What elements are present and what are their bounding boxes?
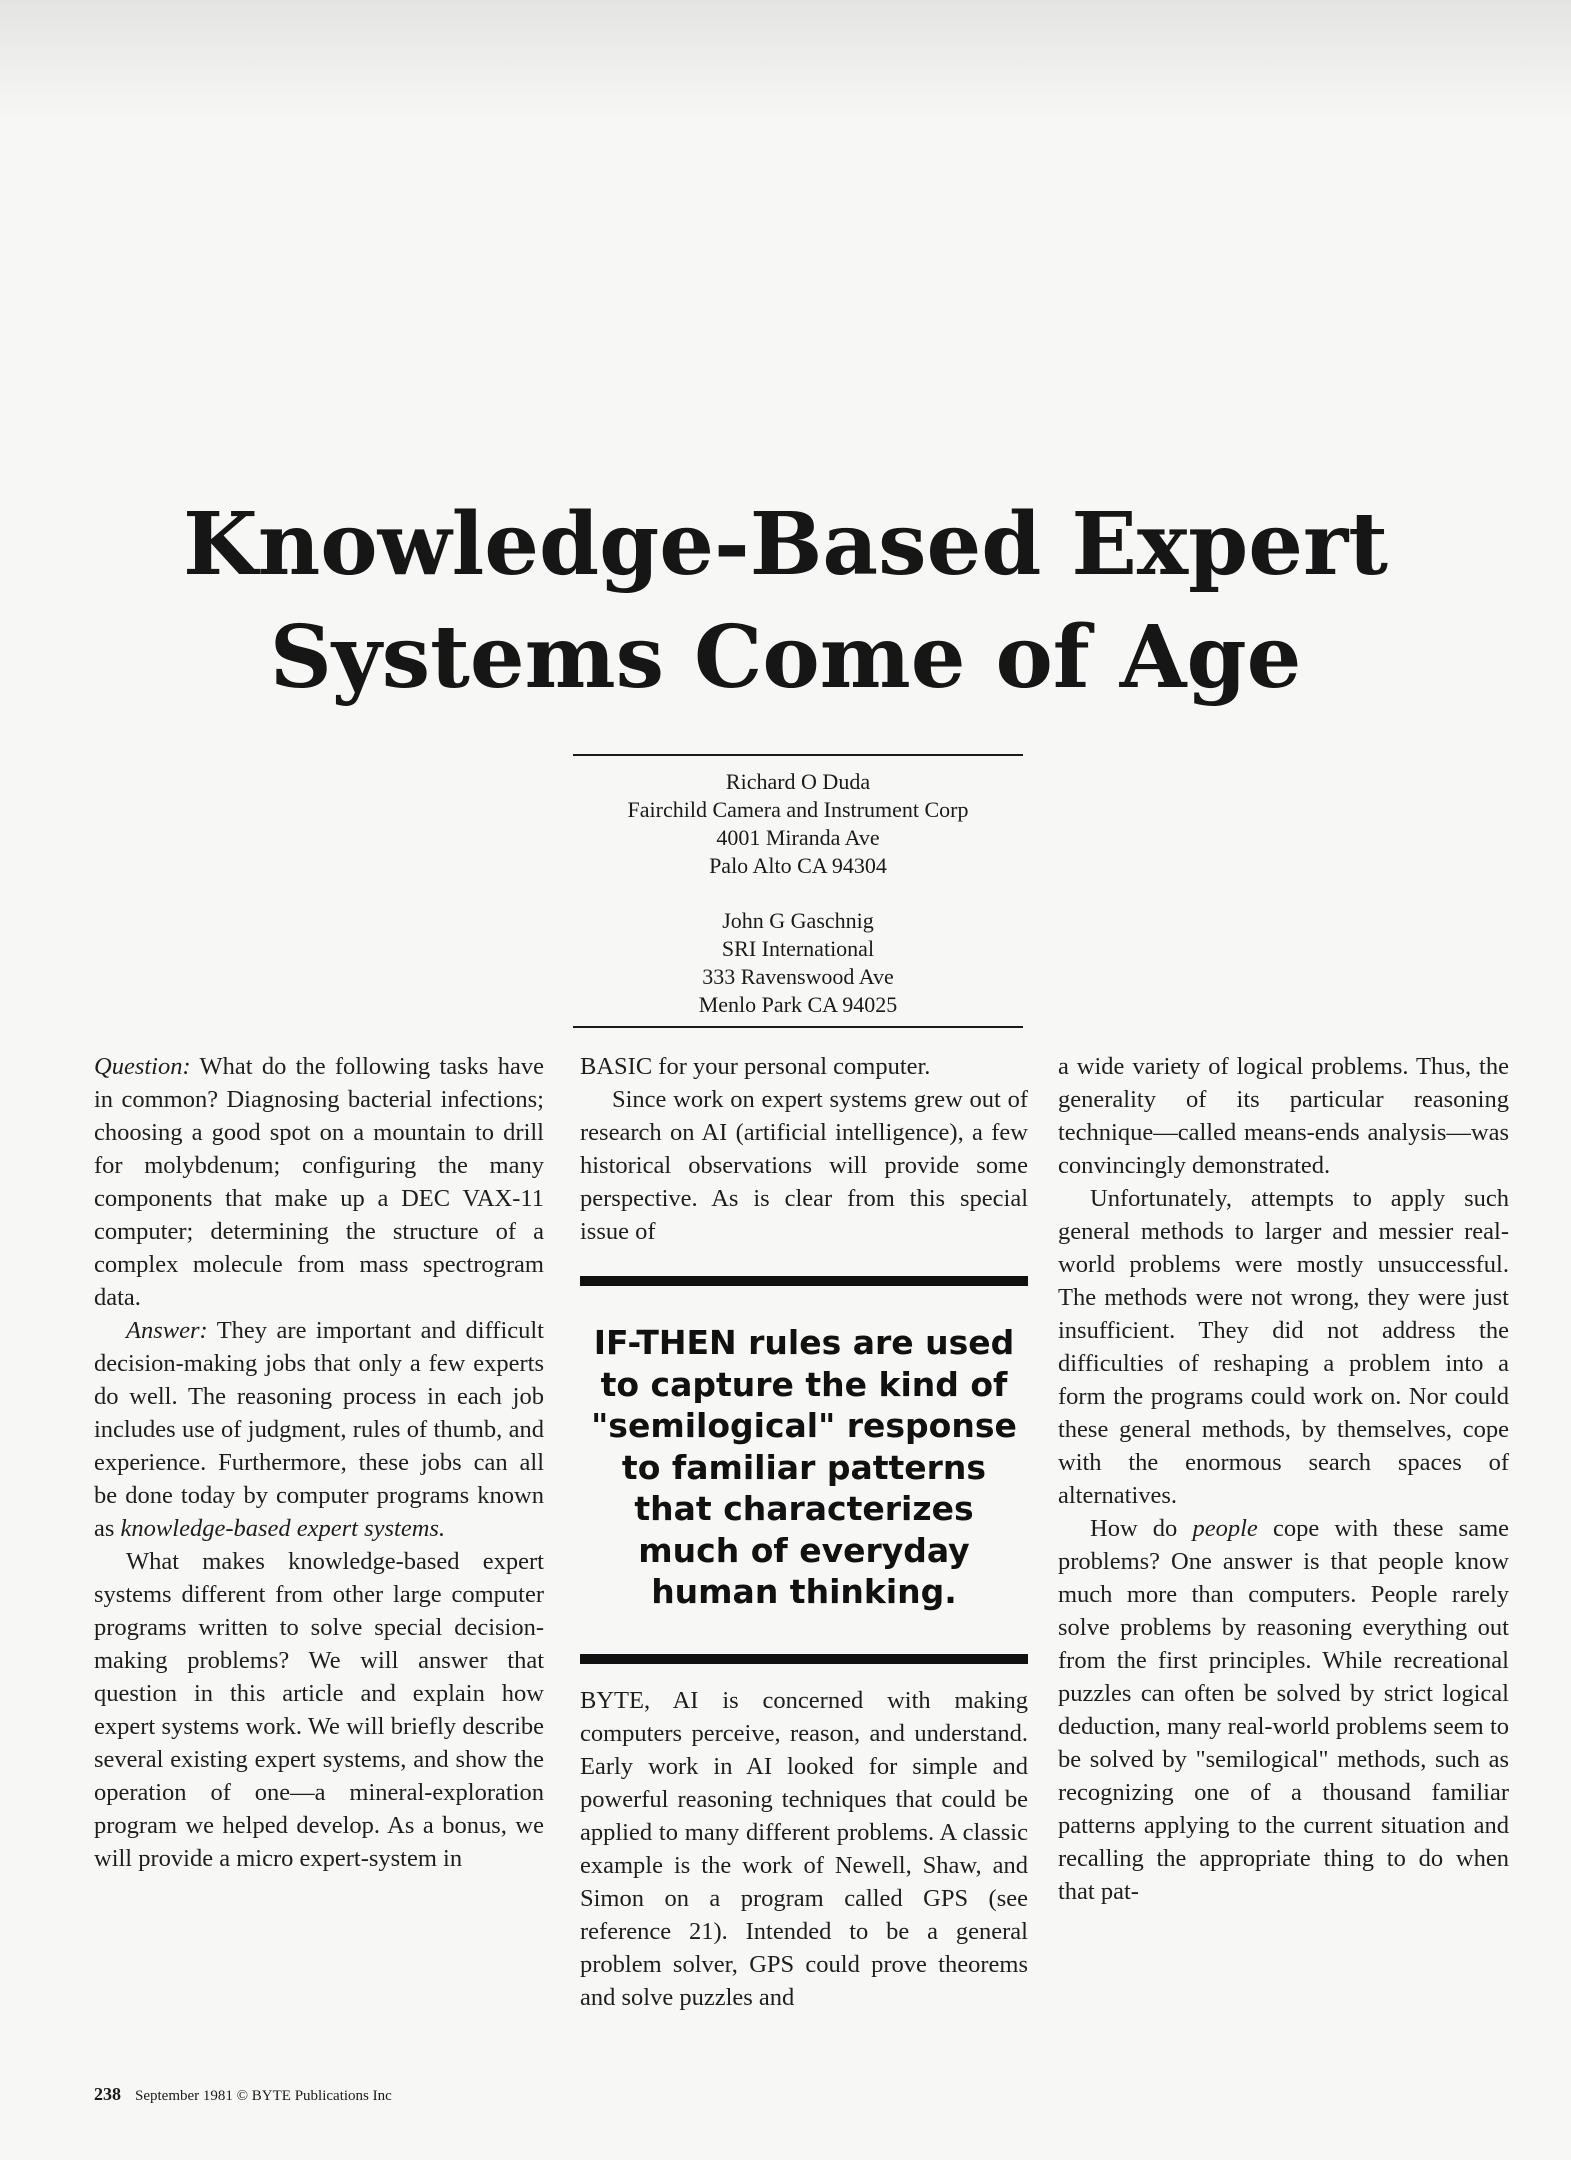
- author-2: [573, 907, 1023, 1019]
- answer-emphasis: knowledge-based expert systems.: [120, 1515, 446, 1542]
- paragraph: [94, 1050, 544, 1314]
- pull-quote-text: [580, 1322, 1028, 1613]
- page-number: 238: [94, 2084, 121, 2104]
- footer-credit: September 1981 © BYTE Publications Inc: [135, 2088, 392, 2104]
- scan-shadow: [0, 0, 1571, 120]
- author-org: Fairchild Camera and Instrument Corp: [627, 797, 969, 822]
- pull-quote-line: much of everyday: [638, 1530, 970, 1570]
- pull-quote-bar-bottom: [580, 1654, 1028, 1664]
- paragraph: BASIC for your personal computer.: [580, 1053, 931, 1080]
- title-line-1: Knowledge-Based Expert: [182, 494, 1389, 595]
- paragraph: What makes knowledge-based expert systems different from other large computer programs written to solve special decision-making problems? We will answer that question in this article and explain how expert systems work. We will briefly describe several existing expert systems, and show the operation of one—a mineral-exploration program we helped develop. As a bonus, we will provide a micro expert-system in: [94, 1548, 544, 1872]
- page-footer: [94, 2084, 392, 2105]
- title-line-2: Systems Come of Age: [269, 607, 1302, 708]
- answer-label: Answer:: [126, 1317, 208, 1344]
- pull-quote-line: IF-THEN rules are used: [593, 1323, 1015, 1362]
- author-street: 333 Ravenswood Ave: [702, 964, 894, 989]
- author-credits: [573, 768, 1023, 1019]
- paragraph: [1058, 1512, 1509, 1908]
- author-name: John G Gaschnig: [722, 908, 874, 933]
- paragraph: a wide variety of logical problems. Thus, the generality of its particular reasoning technique—called means-ends analysis—was convincingly demonstrated.: [1058, 1053, 1509, 1179]
- pull-quote: [580, 1276, 1028, 1664]
- paragraph: Unfortunately, attempts to apply such general methods to larger and messier real-world problems were mostly unsuccessful. The methods were not wrong, they were just insufficient. They did not address the difficulties of reshaping a problem into a form the programs could work on. Nor could these general methods, by themselves, cope with the enormous search spaces of alternatives.: [1058, 1185, 1509, 1509]
- article-title: [0, 488, 1571, 714]
- author-city: Palo Alto CA 94304: [709, 853, 887, 878]
- author-street: 4001 Miranda Ave: [716, 825, 880, 850]
- pull-quote-line: to capture the kind of: [600, 1364, 1008, 1404]
- author-city: Menlo Park CA 94025: [698, 992, 898, 1017]
- author-rule-top: [573, 754, 1023, 756]
- pull-quote-line: that characterizes: [634, 1489, 974, 1528]
- answer-text: They are important and difficult decision-making jobs that only a few experts do well. The reasoning process in each job includes use of judgment, rules of thumb, and experience. Furthermore, these jobs can all be done today by computer programs known as: [94, 1317, 544, 1542]
- author-org: SRI International: [721, 936, 875, 961]
- question-text: What do the following tasks have in common? Diagnosing bacterial infections; choosing a good spot on a mountain to drill for molybdenum; configuring the many components that make up a DEC VAX-11 computer; determining the structure of a complex molecule from mass spectrogram data.: [94, 1053, 544, 1311]
- author-name: Richard O Duda: [725, 769, 871, 794]
- pull-quote-line: to familiar patterns: [621, 1447, 987, 1487]
- column-2-top: [580, 1050, 1028, 1248]
- text-run: cope with these same problems? One answer is that people know much more than computers. People rarely solve problems by reasoning everything out from the first principles. While recreational puzzles can often be solved by strict logical deduction, many real-world problems seem to be solved by "semilogical" methods, such as recognizing one of a thousand familiar patterns applying to the current situation and recalling the appropriate thing to do when that pat-: [1058, 1515, 1509, 1905]
- pull-quote-line: "semilogical" response: [591, 1406, 1017, 1445]
- column-2-bottom: [580, 1684, 1028, 2014]
- column-1: [94, 1050, 544, 1875]
- paragraph: [94, 1314, 544, 1545]
- question-label: Question:: [94, 1053, 191, 1080]
- paragraph: BYTE, AI is concerned with making computers perceive, reason, and understand. Early work in AI looked for simple and powerful reasoning techniques that could be applied to many different problems. A classic example is the work of Newell, Shaw, and Simon on a program called GPS (see reference 21). Intended to be a general problem solver, GPS could prove theorems and solve puzzles and: [580, 1687, 1028, 2011]
- author-1: [573, 768, 1023, 880]
- pull-quote-bar-top: [580, 1276, 1028, 1286]
- paragraph: Since work on expert systems grew out of research on AI (artificial intelligence), a few historical observations will provide some perspective. As is clear from this special issue of: [580, 1086, 1028, 1245]
- emphasis: people: [1192, 1515, 1258, 1542]
- pull-quote-line: human thinking.: [651, 1572, 957, 1611]
- text-run: How do: [1090, 1515, 1193, 1542]
- author-rule-bottom: [573, 1026, 1023, 1028]
- column-3: [1058, 1050, 1509, 1908]
